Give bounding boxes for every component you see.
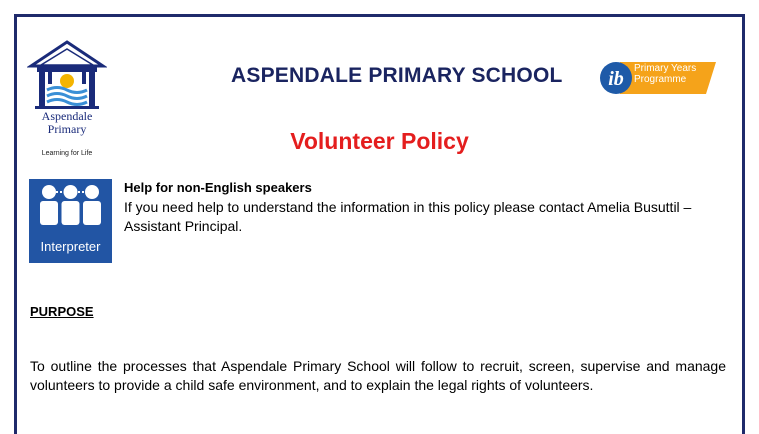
policy-title: Volunteer Policy (290, 128, 469, 154)
school-name-heading: ASPENDALE PRIMARY SCHOOL (231, 64, 563, 87)
interpreter-symbol (29, 179, 112, 263)
svg-text:ib: ib (608, 68, 624, 90)
ib-label-line1: Primary Years (634, 63, 697, 74)
logo-tagline: Learning for Life (41, 150, 93, 157)
school-building-icon (27, 40, 107, 110)
ib-pyp-badge (598, 60, 718, 96)
interpreter-people-icon (29, 179, 112, 239)
purpose-heading: PURPOSE (30, 304, 94, 319)
logo-name-line1: Aspendale (41, 109, 93, 123)
help-heading: Help for non-English speakers (124, 180, 312, 195)
purpose-paragraph: To outline the processes that Aspendale Primary School will follow to recruit, screen, supervise and manage volunteers to provide a child safe environment, and to explain the legal rights of volunteers. (30, 358, 726, 393)
interpreter-label: Interpreter (40, 239, 101, 254)
logo-name-line2: Primary (47, 122, 87, 136)
help-text: If you need help to understand the information in this policy please contact Amelia Busuttil – Assistant Principal. (124, 199, 692, 234)
ib-label-line2: Programme (634, 74, 687, 85)
ib-programme-label (634, 63, 696, 85)
